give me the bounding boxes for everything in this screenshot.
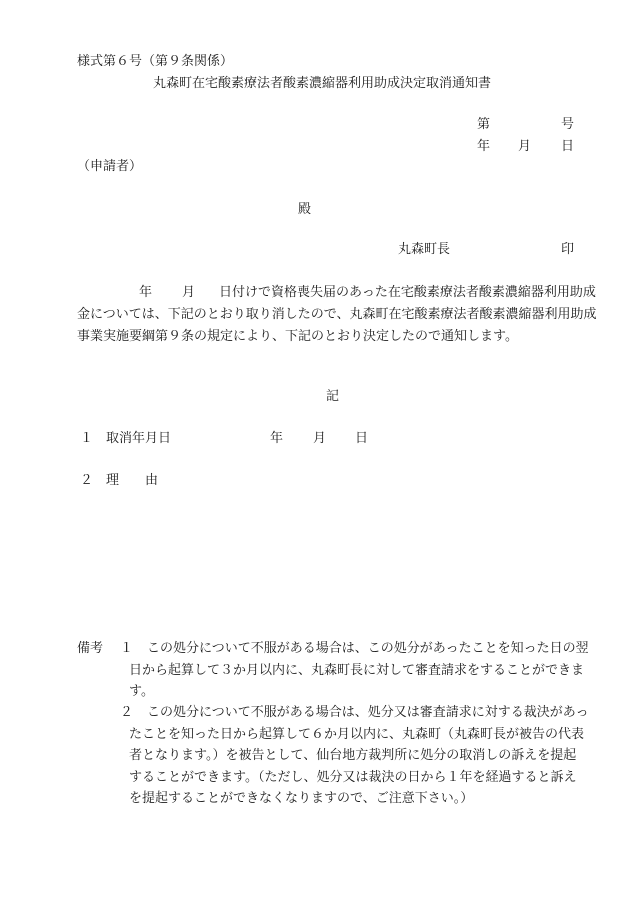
date-day: 日	[561, 139, 575, 154]
ki-heading: 記	[326, 389, 340, 404]
body-paragraph	[77, 282, 598, 348]
applicant-honorific: 殿	[298, 202, 312, 217]
body-year: 年	[139, 285, 153, 300]
item-1-month: 月	[313, 431, 327, 446]
note-2-text: この処分について不服がある場合は、処分又は審査請求に対する裁決があったことを知った日から起算して６か月以内に、丸森町（丸森町長が被告の代表者となります。）を被告として、仙台地方裁判所に処分の取消しの訴えを提起することができます。（ただし、処分又は裁決の日から１年を経過すると訴えを提起することができなくなりますので、ご注意下さい。）	[129, 705, 589, 806]
notes-label: 備考	[77, 641, 104, 656]
date-month: 月	[518, 139, 532, 154]
date-year: 年	[477, 139, 491, 154]
form-number: 様式第６号（第９条関係）	[77, 54, 234, 69]
item-1-label: 取消年月日	[106, 431, 172, 446]
item-2-number: ２	[80, 473, 94, 488]
body-text: 日付けで資格喪失届のあった在宅酸素療法者酸素濃縮器利用助成金については、下記のとおり取り消したので、丸森町在宅酸素療法者酸素濃縮器利用助成事業実施要綱第９条の規定により、下記のとおり決定したので通知します。	[77, 285, 597, 344]
note-2-number: ２	[120, 705, 134, 720]
item-1-number: １	[80, 431, 94, 446]
item-1-year: 年	[270, 431, 284, 446]
doc-number-prefix: 第	[477, 117, 491, 132]
document-title: 丸森町在宅酸素療法者酸素濃縮器利用助成決定取消通知書	[153, 76, 492, 91]
note-1-number: １	[120, 641, 134, 656]
item-2-label: 理 由	[106, 473, 159, 488]
doc-number-suffix: 号	[561, 117, 575, 132]
item-1-day: 日	[355, 431, 369, 446]
issuer-seal: 印	[561, 242, 575, 257]
note-1-text: この処分について不服がある場合は、この処分があったことを知った日の翌日から起算して３か月以内に、丸森町長に対して審査請求をすることができます。	[129, 641, 589, 699]
issuer-name: 丸森町長	[398, 242, 451, 257]
body-month: 月	[182, 285, 196, 300]
applicant-label: （申請者）	[77, 159, 143, 174]
